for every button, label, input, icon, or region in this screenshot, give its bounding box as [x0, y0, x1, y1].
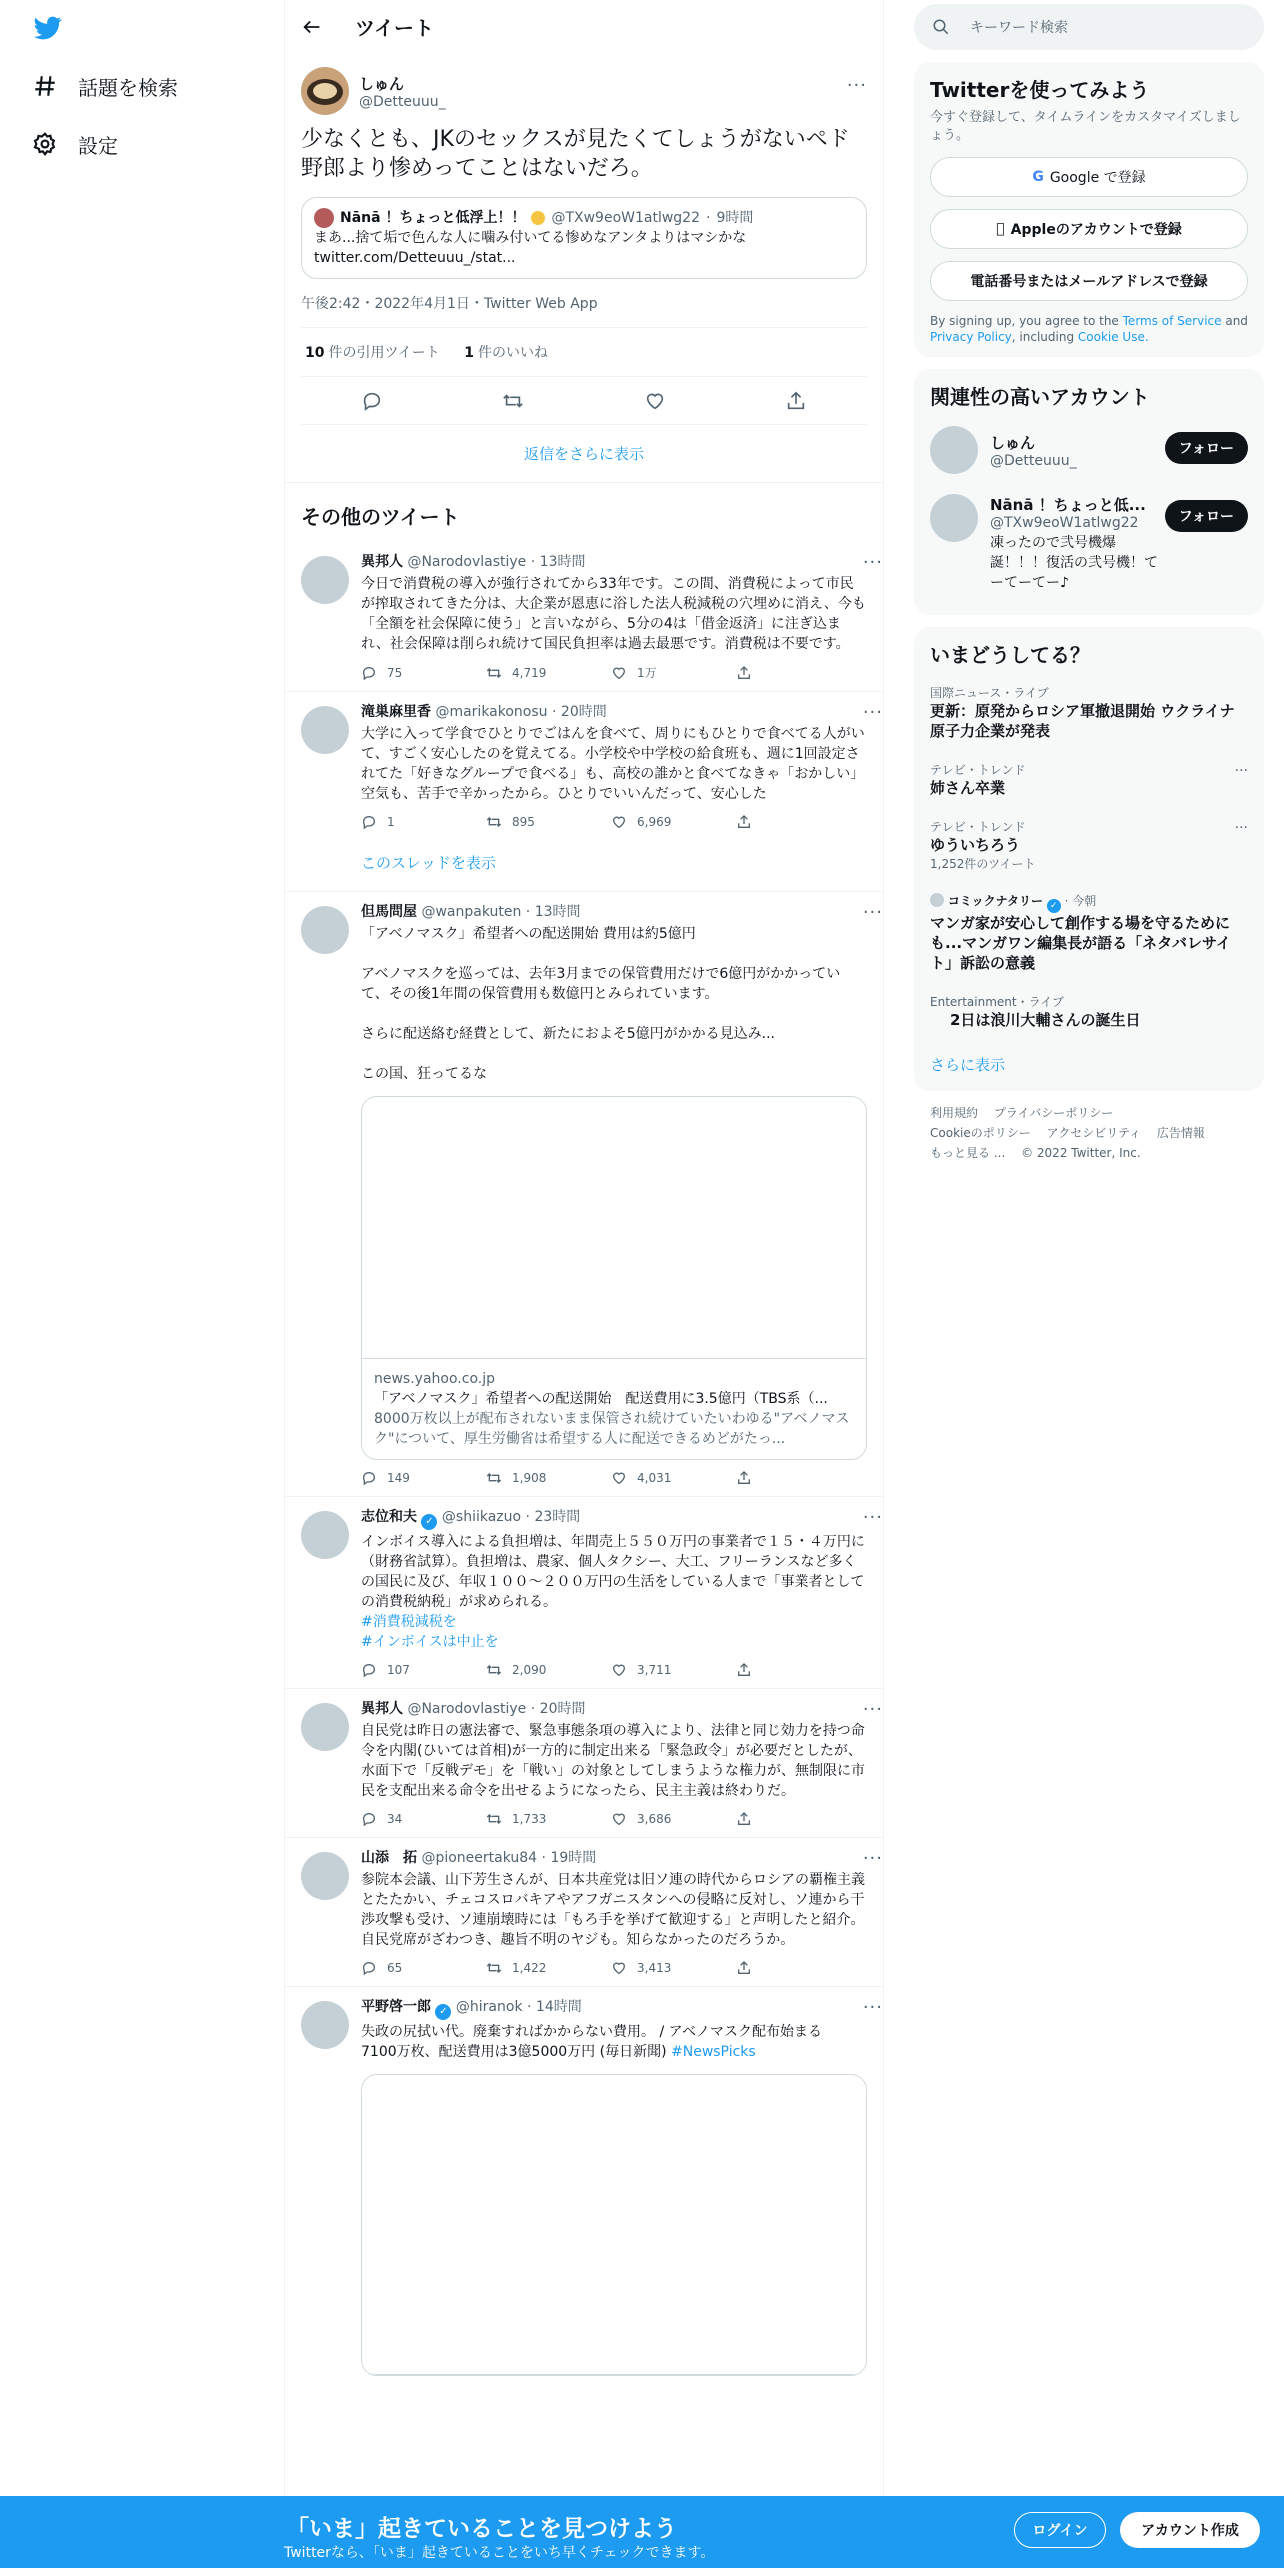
retweet-button[interactable]: 1,733	[486, 1811, 611, 1827]
account-item[interactable]	[930, 416, 1248, 484]
quote-author-name: Nānā ！ちょっと低浮上！！	[340, 210, 526, 226]
verified-badge-icon: ✓	[1047, 899, 1061, 913]
more-icon[interactable]: ···	[862, 1848, 883, 1869]
like-button[interactable]: 1万	[611, 664, 736, 681]
share-button[interactable]	[736, 1811, 861, 1827]
like-button[interactable]: 3,686	[611, 1811, 736, 1827]
hashtag-icon	[32, 73, 58, 99]
avatar[interactable]	[301, 556, 349, 604]
follow-button[interactable]: フォロー	[1165, 500, 1248, 532]
share-button[interactable]	[736, 1662, 861, 1678]
like-icon	[611, 665, 627, 681]
tweet-item[interactable]: 滝巣麻里香 @marikakonosu · 20時間 ··· 大学に入って学食でひとりでごはんを食べて、周りにもひとりで食べてる人がいて、すごく安心したのを覚えてる。小学校や中学校の給食班も、週に1回設定されてた「好きなグループで食べる」も、高校の誰かと食べてなきゃ「おかしい」空気も、苦手で辛かったから。ひとりでいいんだって、安心した 1 895 6,969 このスレッドを表示	[285, 692, 883, 892]
show-more-trends-link[interactable]: さらに表示	[930, 1056, 1006, 1074]
privacy-link[interactable]: Privacy Policy	[930, 330, 1012, 344]
reply-icon	[361, 1662, 377, 1678]
like-button[interactable]: 3,711	[611, 1662, 736, 1678]
focused-tweet	[285, 53, 883, 483]
reply-icon	[361, 1811, 377, 1827]
account-handle[interactable]: @TXw9eoW1atlwg22	[990, 515, 1139, 531]
account-name[interactable]: しゅん	[990, 433, 1036, 452]
more-icon[interactable]: ···	[862, 1699, 883, 1720]
reply-icon[interactable]	[361, 390, 383, 412]
tweet-text: 失政の尻拭い代。廃棄すればかからない費用。 / アベノマスク配布始まる 7100万枚、配送費用は3億5000万円 (毎日新聞) #NewsPicks	[361, 2024, 837, 2060]
reply-button[interactable]: 34	[361, 1811, 486, 1827]
more-icon[interactable]: ···	[862, 1507, 883, 1528]
signup-subtitle: 今すぐ登録して、タイムラインをカスタマイズしましょう。	[930, 110, 1241, 143]
author-name[interactable]: 但馬問屋	[361, 904, 417, 920]
tweet-time[interactable]: 19時間	[550, 1850, 597, 1866]
like-icon	[611, 1811, 627, 1827]
nav-settings[interactable]	[32, 124, 118, 164]
tweet-text: 参院本会議、山下芳生さんが、日本共産党は旧ソ連の時代からロシアの覇権主義とたたかい、チェコスロバキアやアフガニスタンへの侵略に反対し、ソ連から干渉攻撃も受け、ソ連崩壊時には「もろ手を挙げて歓迎する」と声明したと紹介。 自民党席がざわつき、趣旨不明のヤジも。知らなかったのだろうか。	[361, 1872, 865, 1948]
more-icon[interactable]: ···	[1234, 763, 1248, 779]
account-name[interactable]: Nānā ！ちょっと低...	[990, 496, 1146, 514]
reply-icon	[361, 1960, 377, 1976]
author-handle[interactable]: @hiranok	[455, 1999, 523, 2015]
avatar[interactable]	[301, 1703, 349, 1751]
tweet-time[interactable]: 20時間	[539, 1701, 586, 1717]
author-handle[interactable]: @pioneertaku84	[421, 1850, 538, 1866]
quote-author-handle: @TXw9eoW1atlwg22	[551, 210, 700, 226]
banner-headline: 「いま」起きていることを見つけよう	[286, 2516, 677, 2542]
card-image	[362, 2075, 866, 2375]
more-icon[interactable]: ···	[862, 902, 883, 923]
share-icon	[736, 665, 752, 681]
tweet-text: 自民党は昨日の憲法審で、緊急事態条項の導入により、法律と同じ効力を持つ命令を内閣(ひいては首相)が一方的に制定出来る「緊急政令」が必要だとしたが、水面下で「反戦デモ」を「戦い」の対象としてしまうような権力が、無制限に市民を支配出来る命令を出せるようになったら、民主主義は終わりだ。	[361, 1723, 865, 1799]
tweet-meta[interactable]: 午後2:42・2022年4月1日・Twitter Web App	[301, 293, 867, 328]
footer-privacy-link[interactable]: プライバシーポリシー	[993, 1106, 1114, 1120]
like-button[interactable]: 3,413	[611, 1960, 736, 1976]
quote-avatar	[314, 208, 334, 228]
relevant-title: 関連性の高いアカウント	[930, 385, 1150, 409]
show-thread-link[interactable]: このスレッドを表示	[361, 854, 496, 872]
other-tweets-title: その他のツイート	[301, 505, 460, 529]
tweet-text: インボイス導入による負担増は、年間売上５５０万円の事業者で１５・４万円に（財務省試算）。負担増は、農家、個人タクシー、大工、フリーランスなど多くの国民に及び、年収１００～２００万円の生活をしている人まで「事業者としての消費税納税」が求められる。 #消費税減税を #インボイスは中止を	[361, 1532, 867, 1652]
tweet-item[interactable]: 平野啓一郎 ✓ @hiranok · 14時間 ··· 失政の尻拭い代。廃棄すればかからない費用。 / アベノマスク配布始まる 7100万枚、配送費用は3億5000万円 (毎日新聞) #NewsPicks	[285, 1987, 883, 2386]
trend-item[interactable]	[930, 674, 1248, 751]
tweet-text: 今日で消費税の導入が強行されてから33年です。この間、消費税によって市民が搾取されてきた分は、大企業が恩恵に浴した法人税減税の穴埋めに消え、今も「全額を社会保障に使う」と言いながら、5分の4は「借金返済」に注ぎ込まれ、社会保障は削られ続けて国民負担率は過去最悪です。消費税は不要です。	[361, 576, 866, 652]
author-handle[interactable]: @marikakonosu	[435, 704, 548, 720]
avatar[interactable]	[301, 67, 349, 115]
trend-title: マンガ家が安心して創作する場を守るためにも...マンガワン編集長が語る「ネタバレサイト」訴訟の意義	[930, 914, 1231, 972]
retweet-button[interactable]: 1,422	[486, 1960, 611, 1976]
author-name[interactable]: 志位和夫	[361, 1509, 417, 1525]
cookie-link[interactable]: Cookie Use.	[1077, 330, 1149, 344]
trend-title: ゆういちろう	[930, 836, 1021, 854]
share-icon	[736, 1662, 752, 1678]
avatar[interactable]	[301, 2001, 349, 2049]
tweet-stats	[301, 328, 867, 377]
trend-item[interactable]	[930, 808, 1248, 882]
page-header	[285, 0, 883, 53]
card-image	[362, 1097, 866, 1359]
relevant-accounts-panel	[914, 369, 1264, 615]
tweet-item[interactable]: 異邦人 @Narodovlastiye · 20時間 ··· 自民党は昨日の憲法審で、緊急事態条項の導入により、法律と同じ効力を持つ命令を内閣(ひいては首相)が一方的に制定出来る「緊急政令」が必要だとしたが、水面下で「反戦デモ」を「戦い」の対象としてしまうような権力が、無制限に市民を支配出来る命令を出せるようになったら、民主主義は終わりだ。 34 1,733 3,686	[285, 1689, 883, 1838]
tweet-item[interactable]: 但馬問屋 @wanpakuten · 13時間 ··· 「アベノマスク」希望者への配送開始 費用は約5億円 アベノマスクを巡っては、去年3月までの保管費用だけで6億円がかかっていて、その後1年間の保管費用も数億円とみられています。 さらに配送絡む経費として、新たにおよそ5億円がかかる見込み... この国、狂ってるな news.yahoo.co.jp 「アベノマスク」希望者への配送開始 配送費用に3.5億円（TBS系（... 8000万枚以上が配布されないまま保管され続けていたいわゆる"アベノマスク"について、厚生労働省は希望する人に配送できるめどがたっ... 149 1,908 4,031	[285, 892, 883, 1497]
trend-item[interactable]	[930, 751, 1248, 808]
google-signup-button[interactable]: G Google で登録	[930, 157, 1248, 197]
reply-button[interactable]: 75	[361, 665, 486, 681]
retweet-icon	[486, 1662, 502, 1678]
like-icon[interactable]	[644, 390, 666, 412]
tweet-actions	[361, 1811, 867, 1827]
retweet-button[interactable]: 2,090	[486, 1662, 611, 1678]
share-button[interactable]	[736, 1470, 861, 1486]
tweet-actions	[301, 377, 867, 425]
avatar[interactable]	[301, 1511, 349, 1559]
nav-explore[interactable]	[32, 66, 178, 106]
more-icon[interactable]: ···	[862, 552, 883, 573]
footer-terms-link[interactable]: 利用規約	[930, 1106, 979, 1120]
avatar[interactable]	[930, 494, 978, 542]
page-title: ツイート	[355, 16, 434, 40]
card-title: 「アベノマスク」希望者への配送開始 配送費用に3.5億円（TBS系（...	[374, 1391, 828, 1407]
author-name[interactable]: 山添 拓	[361, 1850, 417, 1866]
share-button[interactable]	[736, 665, 861, 681]
retweet-icon	[486, 1470, 502, 1486]
retweet-icon	[486, 1960, 502, 1976]
apple-icon	[996, 221, 1004, 237]
author-handle[interactable]: @wanpakuten	[421, 904, 522, 920]
google-icon: G	[1032, 169, 1044, 185]
show-more-replies-link[interactable]: 返信をさらに表示	[285, 425, 883, 483]
retweet-icon	[486, 1811, 502, 1827]
reply-icon	[361, 665, 377, 681]
trends-title: いまどうしてる？	[930, 643, 1090, 667]
signup-legal: By signing up, you agree to the Terms of Service and Privacy Policy, including Cookie Use.	[930, 314, 1248, 344]
more-icon[interactable]: ···	[862, 702, 883, 723]
search-box[interactable]	[914, 4, 1264, 50]
tweet-actions	[361, 1960, 867, 1976]
link-card[interactable]	[361, 2074, 867, 2376]
hashtag-link[interactable]: #インボイスは中止を	[361, 1634, 499, 1650]
account-handle[interactable]: @Detteuuu_	[990, 452, 1077, 469]
reply-button[interactable]: 1	[361, 814, 486, 830]
trend-count: 1,252件のツイート	[930, 857, 1036, 871]
nav-explore-label: 話題を検索	[78, 75, 178, 100]
main-column	[284, 0, 884, 2568]
hashtag-link[interactable]: #消費税減税を	[361, 1614, 457, 1630]
like-count[interactable]: 1 件のいいね	[464, 345, 548, 361]
trend-category: テレビ・トレンド	[930, 763, 1026, 777]
gear-icon	[32, 131, 58, 157]
share-button[interactable]	[736, 1960, 861, 1976]
trend-category: 国際ニュース・ライブ	[930, 686, 1049, 700]
tweet-actions	[361, 1470, 867, 1486]
copyright: © 2022 Twitter, Inc.	[1021, 1146, 1141, 1160]
twitter-logo-icon[interactable]	[32, 14, 64, 42]
author-name[interactable]: 異邦人	[361, 1701, 403, 1717]
reply-button[interactable]: 65	[361, 1960, 486, 1976]
trend-title: 2日は浪川大輔さんの誕生日	[950, 1011, 1141, 1029]
reply-button[interactable]: 107	[361, 1662, 486, 1678]
link-card[interactable]	[361, 1096, 867, 1460]
tweet-time[interactable]: 20時間	[560, 704, 607, 720]
author-handle[interactable]: @Narodovlastiye	[407, 554, 527, 570]
tweet-text: 「アベノマスク」希望者への配送開始 費用は約5億円 アベノマスクを巡っては、去年3月までの保管費用だけで6億円がかかっていて、その後1年間の保管費用も数億円とみられています。 さらに配送絡む経費として、新たにおよそ5億円がかかる見込み... この国、狂ってるな	[361, 926, 841, 1082]
quote-time: 9時間	[716, 210, 754, 226]
footer-accessibility-link[interactable]: アクセシビリティ	[1046, 1126, 1142, 1140]
author-name[interactable]: 滝巣麻里香	[361, 704, 431, 720]
card-domain: news.yahoo.co.jp	[374, 1371, 495, 1387]
trend-source: コミックナタリー ✓ · 今朝	[930, 892, 1248, 913]
reply-button[interactable]: 149	[361, 1470, 486, 1486]
login-button[interactable]: ログイン	[1014, 2512, 1106, 2548]
like-icon	[611, 1470, 627, 1486]
trend-item[interactable]	[930, 983, 1248, 1040]
tweet-author	[301, 65, 867, 117]
share-icon	[736, 1811, 752, 1827]
retweet-icon	[486, 814, 502, 830]
more-icon[interactable]: ···	[1234, 820, 1248, 836]
avatar[interactable]	[930, 426, 978, 474]
back-arrow-icon[interactable]	[301, 16, 323, 38]
nav-settings-label: 設定	[78, 133, 118, 158]
tweet-time[interactable]: 14時間	[535, 1999, 582, 2015]
author-name[interactable]: 異邦人	[361, 554, 403, 570]
author-handle[interactable]: @shiikazuo	[441, 1509, 522, 1525]
quote-link[interactable]: twitter.com/Detteuuu_/stat...	[314, 250, 516, 266]
like-button[interactable]: 6,969	[611, 814, 736, 830]
verified-badge-icon: ✓	[435, 2004, 451, 2020]
card-description: 8000万枚以上が配布されないまま保管され続けていたいわゆる"アベノマスク"について、厚生労働省は希望する人に配送できるめどがたっ...	[374, 1411, 850, 1447]
follow-button[interactable]: フォロー	[1165, 432, 1248, 464]
share-icon	[736, 1960, 752, 1976]
footer-more-link[interactable]: もっと見る ...	[930, 1146, 1006, 1160]
share-icon	[736, 814, 752, 830]
terms-link[interactable]: Terms of Service	[1122, 314, 1222, 328]
author-handle[interactable]: @Narodovlastiye	[407, 1701, 527, 1717]
like-icon	[611, 814, 627, 830]
tweet-text: 少なくとも、JKのセックスが見たくてしょうがないペド野郎より惨めってことはないだろ。	[301, 127, 850, 181]
left-nav	[0, 0, 284, 2568]
phone-signup-button[interactable]: 電話番号またはメールアドレスで登録	[930, 261, 1248, 301]
hashtag-link[interactable]: #NewsPicks	[671, 2044, 756, 2060]
source-avatar	[930, 893, 944, 907]
account-item[interactable]	[930, 484, 1248, 603]
search-input[interactable]: キーワード検索	[970, 20, 1068, 36]
tweet-text: 大学に入って学食でひとりでごはんを食べて、周りにもひとりで食べてる人がいて、すごく安心したのを覚えてる。小学校や中学校の給食班も、週に1回設定されてた「好きなグループで食べる」も、高校の誰かと食べてなきゃ「おかしい」空気も、苦手で辛かったから。ひとりでいいんだって、安心した	[361, 726, 865, 802]
signup-title: Twitterを使ってみよう	[930, 78, 1150, 102]
avatar[interactable]	[301, 906, 349, 954]
reply-icon	[361, 814, 377, 830]
tweet-item[interactable]: 志位和夫 ✓ @shiikazuo · 23時間 ··· インボイス導入による負担増は、年間売上５５０万円の事業者で１５・４万円に（財務省試算）。負担増は、農家、個人タクシー、大工、フリーランスなど多くの国民に及び、年収１００～２００万円の生活をしている人まで「事業者としての消費税納税」が求められる。 #消費税減税を #インボイスは中止を 107 2,090 3,711	[285, 1497, 883, 1689]
more-icon[interactable]: ···	[862, 1997, 883, 2018]
retweet-button[interactable]: 895	[486, 814, 611, 830]
retweet-button[interactable]: 4,719	[486, 665, 611, 681]
smile-emoji-icon	[531, 211, 545, 225]
tweet-time[interactable]: 13時間	[534, 904, 581, 920]
footer-ads-link[interactable]: 広告情報	[1156, 1126, 1205, 1140]
login-banner	[0, 2496, 1284, 2568]
quote-tweet[interactable]: Nānā ！ちょっと低浮上！！ @TXw9eoW1atlwg22 · 9時間 まあ...捨て垢で色んな人に噛み付いてる惨めなアンタよりはマシかな twitter.com/Detteuuu_/stat...	[301, 197, 867, 279]
avatar[interactable]	[301, 1852, 349, 1900]
signup-panel	[914, 62, 1264, 357]
tweet-actions	[361, 1662, 867, 1678]
share-icon[interactable]	[785, 390, 807, 412]
trend-title: 姉さん卒業	[930, 779, 1006, 797]
verified-badge-icon: ✓	[421, 1514, 437, 1530]
account-bio: 凍ったので弐号機爆誕！！！復活の弐号機！てーてーてー♪	[990, 535, 1158, 591]
trend-category: Entertainment・ライブ	[930, 995, 1064, 1009]
tweet-time[interactable]: 13時間	[539, 554, 586, 570]
tweet-time[interactable]: 23時間	[534, 1509, 581, 1525]
banner-subtitle: Twitterなら、「いま」起きていることをいち早くチェックできます。	[284, 2545, 715, 2561]
quote-count[interactable]: 10 件の引用ツイート	[305, 345, 440, 361]
reply-icon	[361, 1470, 377, 1486]
tweet-item[interactable]: 山添 拓 @pioneertaku84 · 19時間 ··· 参院本会議、山下芳生さんが、日本共産党は旧ソ連の時代からロシアの覇権主義とたたかい、チェコスロバキアやアフガニスタンへの侵略に反対し、ソ連から干渉攻撃も受け、ソ連崩壊時には「もろ手を挙げて歓迎する」と声明したと紹介。 自民党席がざわつき、趣旨不明のヤジも。知らなかったのだろうか。 65 1,422 3,413	[285, 1838, 883, 1987]
more-icon[interactable]: ···	[846, 75, 867, 96]
like-icon	[611, 1662, 627, 1678]
trend-category: テレビ・トレンド	[930, 820, 1026, 834]
signup-button[interactable]: アカウント作成	[1120, 2512, 1260, 2548]
tweet-actions	[361, 814, 867, 830]
trends-panel	[914, 627, 1264, 1091]
like-button[interactable]: 4,031	[611, 1470, 736, 1486]
avatar[interactable]	[301, 706, 349, 754]
author-name[interactable]: しゅん	[359, 74, 405, 93]
retweet-icon[interactable]	[502, 390, 524, 412]
right-sidebar	[914, 0, 1264, 1175]
author-handle[interactable]: @Detteuuu_	[359, 93, 446, 110]
share-button[interactable]	[736, 814, 861, 830]
author-name[interactable]: 平野啓一郎	[361, 1999, 431, 2015]
tweet-actions	[361, 664, 867, 681]
tweet-item[interactable]: 異邦人 @Narodovlastiye · 13時間 ··· 今日で消費税の導入が強行されてから33年です。この間、消費税によって市民が搾取されてきた分は、大企業が恩恵に浴した法人税減税の穴埋めに消え、今も「全額を社会保障に使う」と言いながら、5分の4は「借金返済」に注ぎ込まれ、社会保障は削られ続けて国民負担率は過去最悪です。消費税は不要です。 75 4,719 1万	[285, 542, 883, 692]
like-icon	[611, 1960, 627, 1976]
footer-links	[914, 1091, 1264, 1175]
search-icon	[932, 18, 950, 36]
quote-text: まあ...捨て垢で色んな人に噛み付いてる惨めなアンタよりはマシかな	[314, 230, 747, 246]
retweet-icon	[486, 665, 502, 681]
retweet-button[interactable]: 1,908	[486, 1470, 611, 1486]
share-icon	[736, 1470, 752, 1486]
footer-cookie-link[interactable]: Cookieのポリシー	[930, 1126, 1031, 1140]
trend-item[interactable]	[930, 882, 1248, 983]
apple-signup-button[interactable]: Appleのアカウントで登録	[930, 209, 1248, 249]
trend-title: 更新：原発からロシア軍撤退開始 ウクライナ原子力企業が発表	[930, 702, 1235, 740]
